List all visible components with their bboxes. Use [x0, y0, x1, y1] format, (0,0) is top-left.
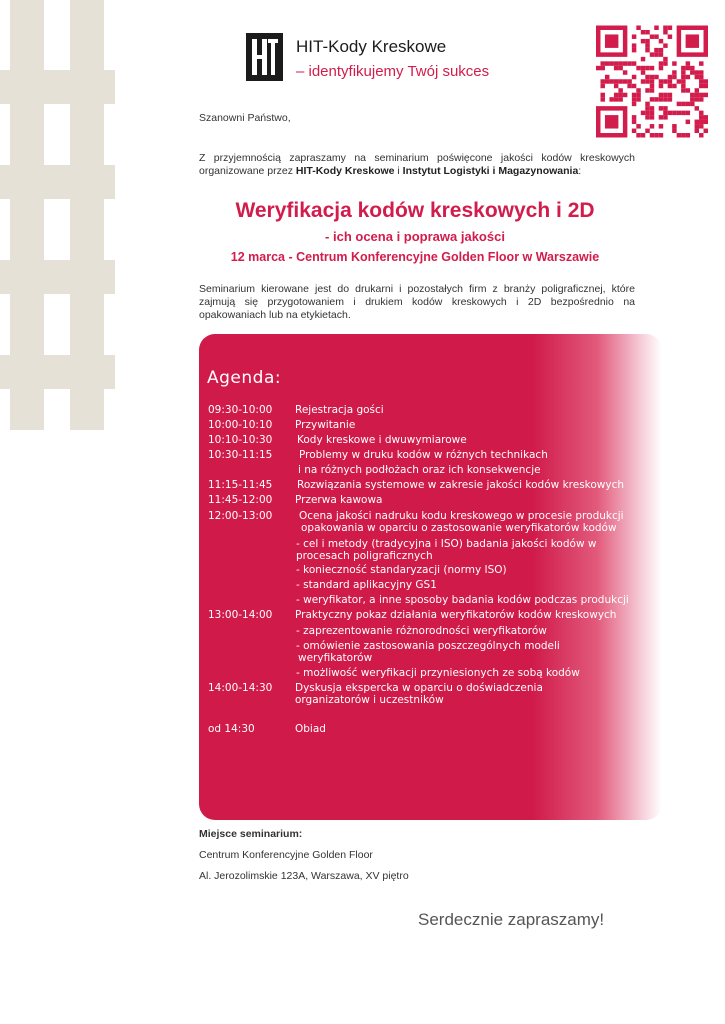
salutation: Szanowni Państwo,: [199, 112, 291, 124]
agenda-item: Praktyczny pokaz działania weryfikatorów kodów kreskowych: [295, 609, 617, 621]
agenda-item: - weryfikator, a inne sposoby badania kodów podczas produkcji: [296, 594, 629, 606]
agenda-item: organizatorów i uczestników: [295, 694, 444, 706]
agenda-item: Rejestracja gości: [295, 404, 384, 416]
intro-suffix: :: [578, 165, 582, 177]
agenda-item: Problemy w druku kodów w różnych technikach: [299, 449, 548, 461]
seminar-subtitle: - ich ocena i poprawa jakości: [325, 229, 505, 244]
agenda-item: Przerwa kawowa: [295, 494, 383, 506]
organizer-hit: HIT-Kody Kreskowe: [295, 165, 395, 177]
agenda-item: weryfikatorów: [298, 652, 373, 664]
agenda-time: 14:00-14:30: [208, 682, 273, 694]
venue-label: Miejsce seminarium:: [199, 828, 303, 840]
agenda-time: 11:15-11:45: [208, 479, 273, 491]
agenda-heading: Agenda:: [207, 368, 282, 388]
agenda-item: Kody kreskowe i dwuwymiarowe: [297, 434, 467, 446]
agenda-item: - konieczność standaryzacji (normy ISO): [296, 564, 507, 576]
intro-prefix: Z przyjemnością zapraszamy na seminarium poświęcone jakości kodów kreskowych organizowane przez: [199, 152, 635, 177]
agenda-item: - omówienie zastosowania poszczególnych modeli: [296, 640, 560, 652]
agenda-item: - zaprezentowanie różnorodności weryfikatorów: [296, 625, 547, 637]
agenda-item: - cel i metody (tradycyjna i ISO) badania jakości kodów w: [296, 538, 597, 550]
agenda-time: od 14:30: [208, 723, 255, 735]
agenda-item: - standard aplikacyjny GS1: [296, 579, 437, 591]
agenda-time: 10:10-10:30: [208, 434, 273, 446]
qr-code-icon: [596, 24, 708, 139]
seminar-date-location: 12 marca - Centrum Konferencyjne Golden Floor w Warszawie: [230, 250, 600, 264]
agenda-time: 10:30-11:15: [208, 449, 273, 461]
agenda-time: 11:45-12:00: [208, 494, 273, 506]
agenda-time: 12:00-13:00: [208, 510, 273, 522]
brand-name: HIT-Kody Kreskowe: [296, 37, 447, 56]
agenda-item: - możliwość weryfikacji przyniesionych ze sobą kodów: [296, 667, 580, 679]
intro-mid: i: [394, 165, 403, 177]
brand-tagline: – identyfikujemy Twój sukces: [296, 63, 490, 80]
agenda-time: 09:30-10:00: [208, 404, 273, 416]
agenda-time: 10:00-10:10: [208, 419, 273, 431]
agenda-item: Ocena jakości nadruku kodu kreskowego w procesie produkcji: [299, 510, 624, 522]
seminar-description: Seminarium kierowane jest do drukarni i pozostałych firm z branży poligraficznej, które zajmują się przygotowaniem i drukiem kodów kreskowych i 2D bezpośrednio na opakowaniach lub na etykietach.: [199, 283, 635, 321]
venue-name: Centrum Konferencyjne Golden Floor: [199, 849, 373, 861]
agenda-item: i na różnych podłożach oraz ich konsekwencje: [298, 464, 541, 476]
seminar-title: Weryfikacja kodów kreskowych i 2D: [235, 199, 595, 222]
organizer-ilim: Instytut Logistyki i Magazynowania: [402, 165, 579, 177]
agenda-time: 13:00-14:00: [208, 609, 273, 621]
agenda-item: Dyskusja ekspercka w oparciu o doświadczenia: [295, 682, 543, 694]
agenda-item: opakowania w oparciu o zastosowanie weryfikatorów kodów: [301, 522, 617, 534]
agenda-item: Przywitanie: [295, 419, 356, 431]
company-logo: [246, 33, 283, 81]
agenda-item: Rozwiązania systemowe w zakresie jakości kodów kreskowych: [297, 479, 625, 491]
closing-line: Serdecznie zapraszamy!: [418, 910, 605, 929]
venue-address: Al. Jerozolimskie 123A, Warszawa, XV piętro: [199, 870, 409, 882]
agenda-item: procesach poligraficznych: [296, 550, 433, 562]
agenda-item: Obiad: [295, 723, 326, 735]
intro-paragraph: [199, 152, 635, 178]
